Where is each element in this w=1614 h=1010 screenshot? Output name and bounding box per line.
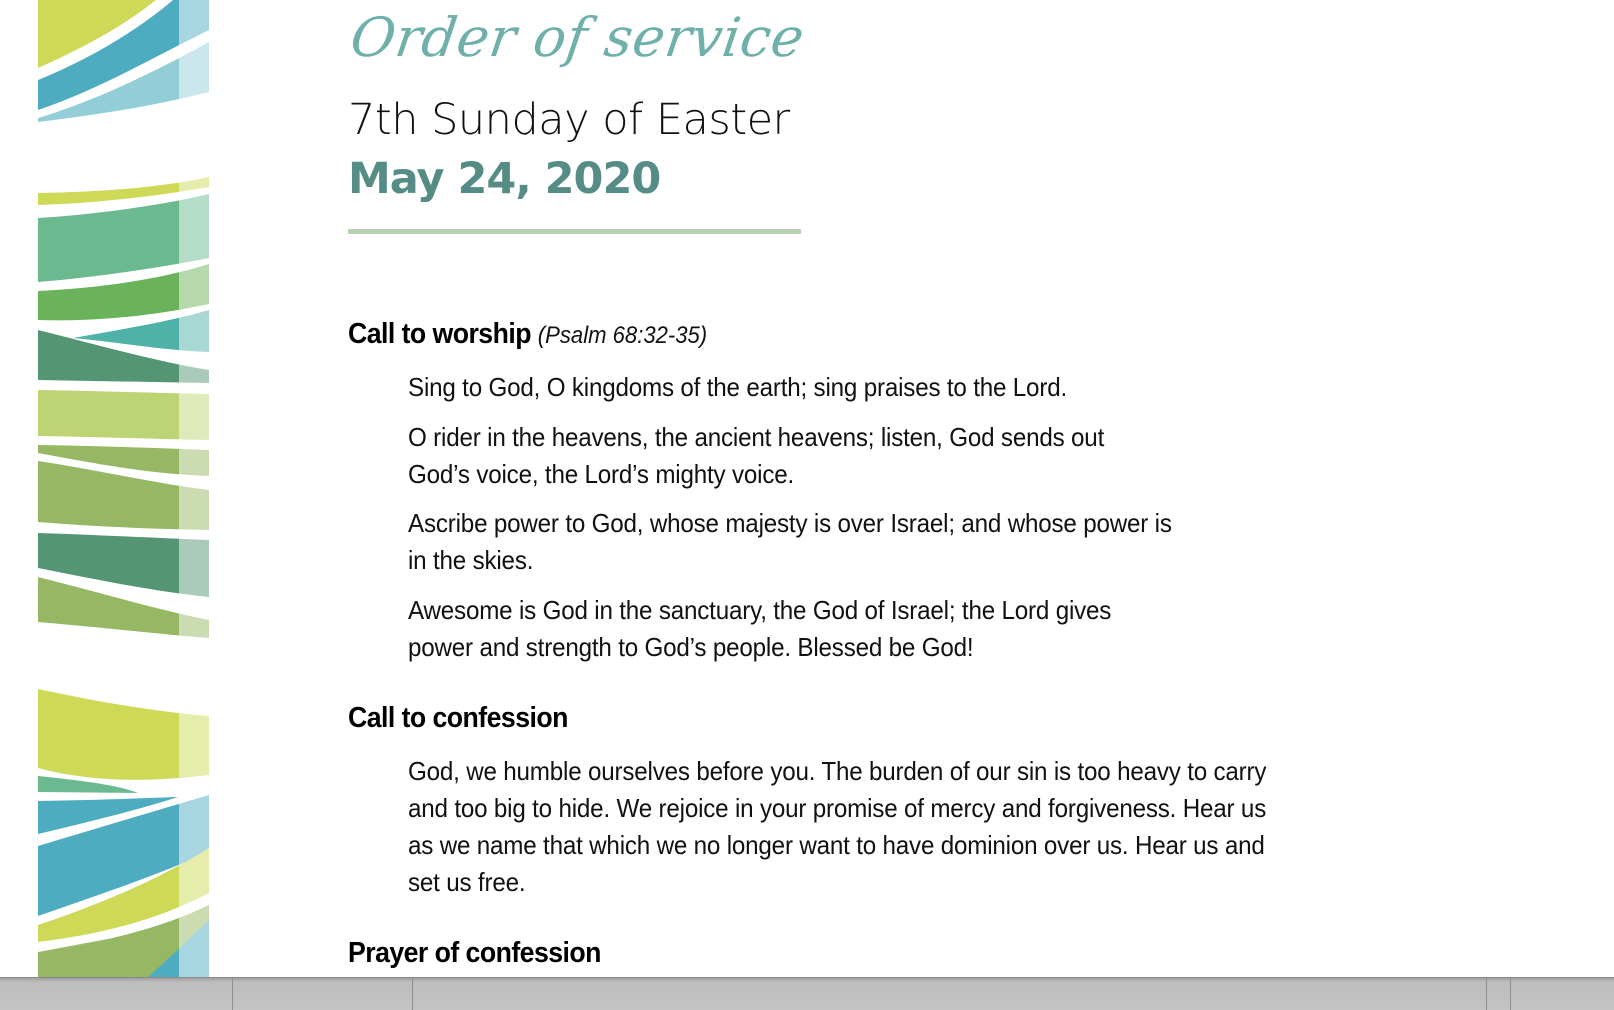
section-heading-call-to-confession (348, 702, 568, 735)
heading-text: Prayer of confession (348, 937, 601, 969)
service-date: May 24, 2020 (348, 154, 661, 204)
bar-divider (232, 978, 233, 1010)
worship-paragraph-1: Sing to God, O kingdoms of the earth; sing praises to the Lord. (408, 372, 1067, 402)
worship-paragraph-2: O rider in the heavens, the ancient heavens; listen, God sends out God’s voice, the Lord’s mighty voice. (408, 422, 1105, 489)
heading-text: Call to worship (348, 318, 531, 350)
bottom-status-bar (0, 977, 1614, 1010)
scripture-reference: (Psalm 68:32-35) (537, 322, 708, 349)
service-subtitle: 7th Sunday of Easter (348, 95, 790, 145)
worship-paragraph-4: Awesome is God in the sanctuary, the God of Israel; the Lord gives power and strength to God’s people. Blessed be God! (408, 595, 1112, 662)
script-title: Order of service (346, 6, 809, 69)
heading-text: Call to confession (348, 702, 568, 734)
section-heading-prayer-of-confession (348, 937, 601, 970)
decorative-banner (38, 0, 209, 977)
worship-paragraph-3: Ascribe power to God, whose majesty is over Israel; and whose power is in the skies. (408, 508, 1172, 575)
header-divider (348, 229, 801, 234)
bar-divider (412, 978, 413, 1010)
section-heading-call-to-worship (348, 318, 707, 351)
confession-call-paragraph: God, we humble ourselves before you. The burden of our sin is too heavy to carry and too big to hide. We rejoice in your promise of mercy and forgiveness. Hear us as we name that which we no longer want to have dominion over us. Hear us and set us free. (408, 756, 1267, 897)
bar-divider (1510, 978, 1511, 1010)
bar-divider (1486, 978, 1487, 1010)
